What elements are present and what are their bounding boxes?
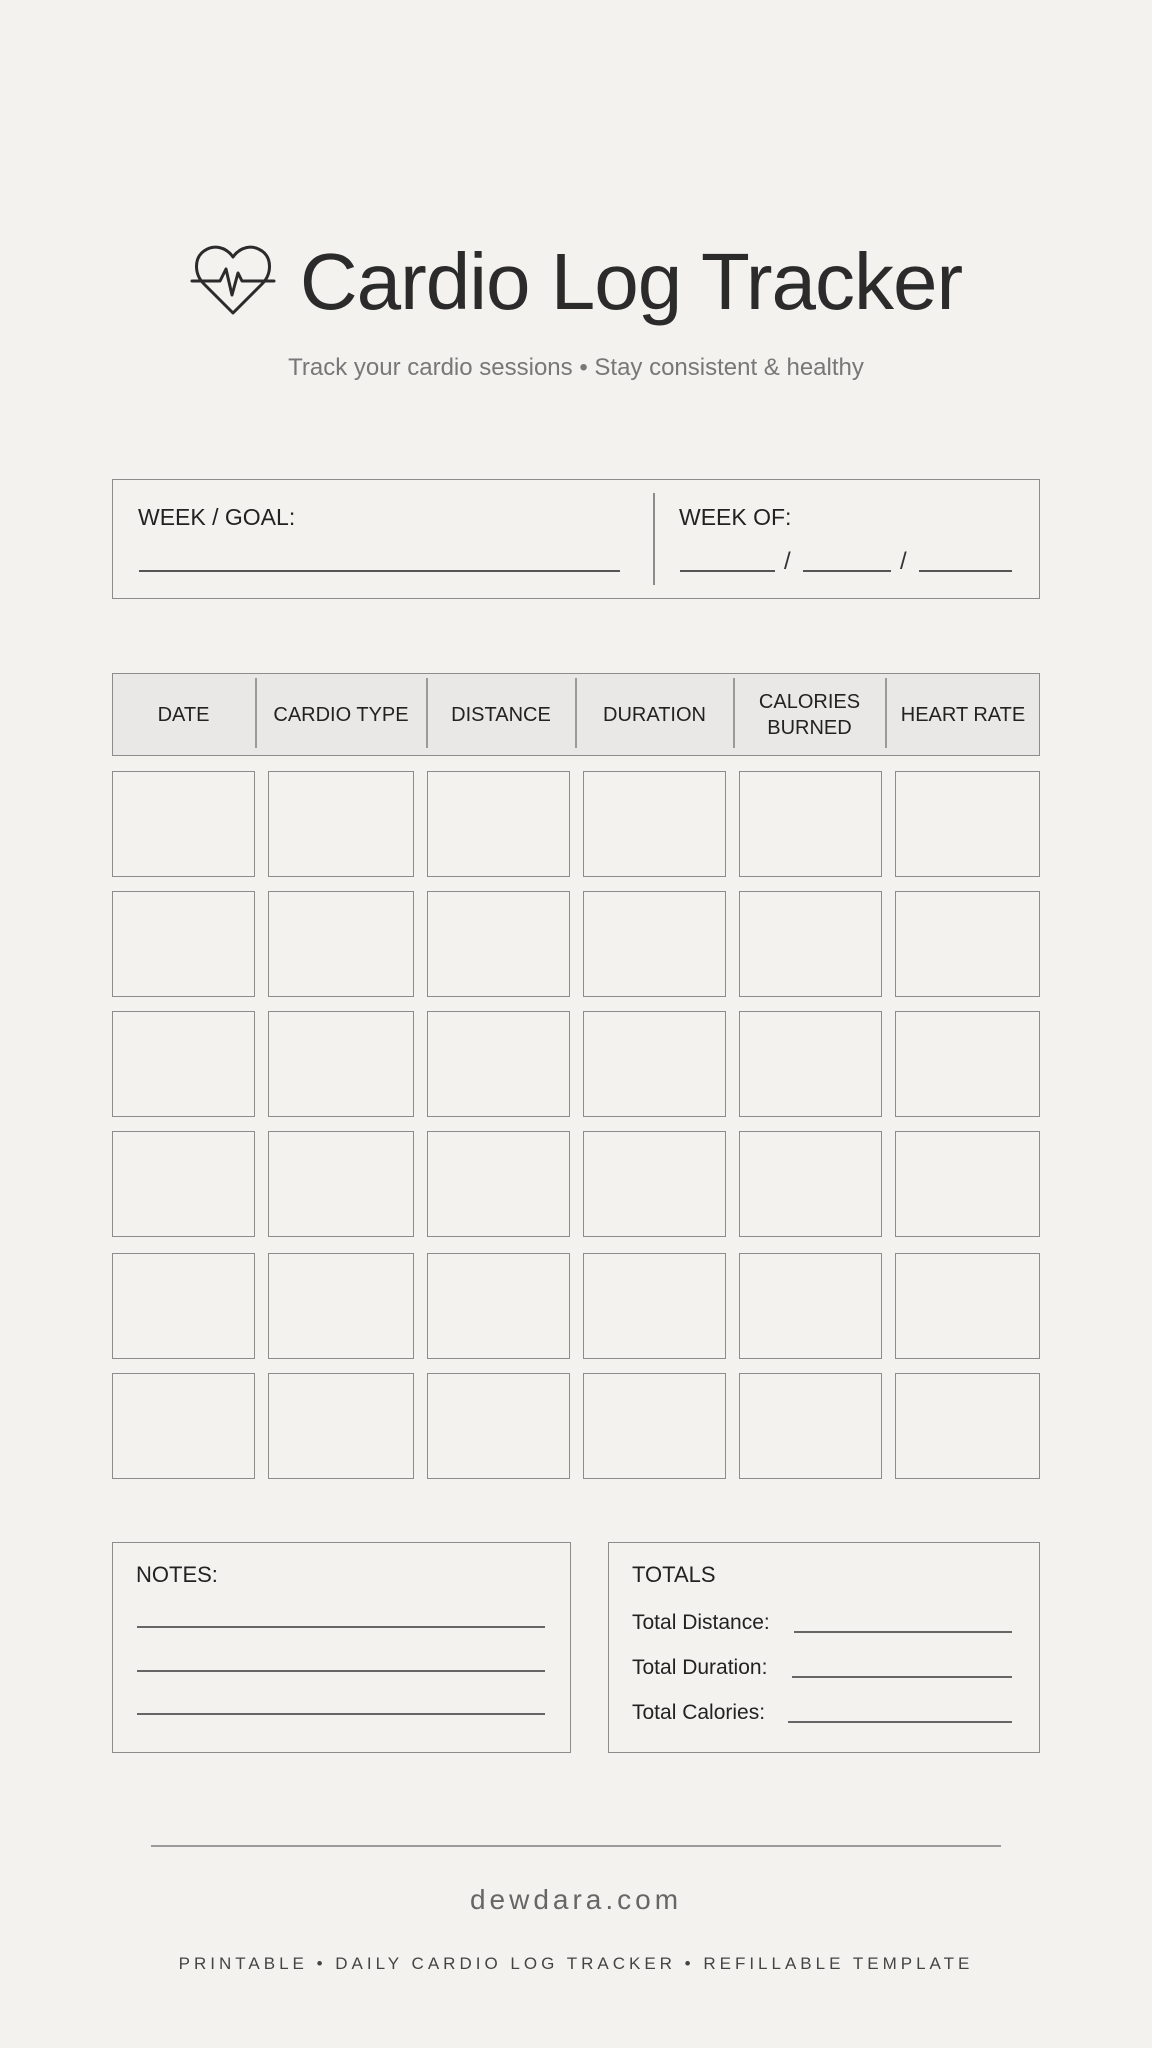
log-cell[interactable] bbox=[427, 1131, 570, 1237]
notes-title: NOTES: bbox=[136, 1562, 218, 1587]
log-cell[interactable] bbox=[739, 1253, 882, 1359]
log-cell[interactable] bbox=[112, 1011, 255, 1117]
log-cell[interactable] bbox=[739, 1373, 882, 1479]
log-cell[interactable] bbox=[583, 1131, 726, 1237]
log-cell[interactable] bbox=[583, 1011, 726, 1117]
log-cell[interactable] bbox=[268, 1011, 414, 1117]
week-of-day-field[interactable] bbox=[680, 570, 775, 572]
log-cell[interactable] bbox=[112, 1131, 255, 1237]
total-calories-field[interactable] bbox=[788, 1721, 1012, 1723]
total-calories-label: Total Calories: bbox=[632, 1701, 766, 1724]
log-cell[interactable] bbox=[895, 771, 1040, 877]
log-cell[interactable] bbox=[268, 891, 414, 997]
site-url: dewdara.com bbox=[469, 1884, 683, 1915]
column-header-distance: DISTANCE bbox=[451, 703, 551, 726]
date-separator: / bbox=[900, 548, 907, 575]
notes-line[interactable] bbox=[137, 1670, 545, 1672]
log-cell[interactable] bbox=[427, 1011, 570, 1117]
total-distance-label: Total Distance: bbox=[632, 1611, 770, 1634]
column-header-date: DATE bbox=[157, 703, 210, 726]
log-cell[interactable] bbox=[112, 1253, 255, 1359]
log-cell[interactable] bbox=[268, 1373, 414, 1479]
footer-divider bbox=[151, 1845, 1001, 1847]
footer-tagline: PRINTABLE • DAILY CARDIO LOG TRACKER • REFILLABLE TEMPLATE bbox=[178, 1954, 974, 1973]
week-of-label: WEEK OF: bbox=[679, 504, 792, 530]
total-duration-field[interactable] bbox=[792, 1676, 1012, 1678]
log-cell[interactable] bbox=[112, 1373, 255, 1479]
column-header-cardio-type: CARDIO TYPE bbox=[273, 703, 409, 726]
log-cell[interactable] bbox=[112, 771, 255, 877]
notes-line[interactable] bbox=[137, 1713, 545, 1715]
column-header-heart-rate: HEART RATE bbox=[900, 703, 1026, 726]
log-cell[interactable] bbox=[739, 1131, 882, 1237]
heart-pulse-icon bbox=[190, 243, 276, 317]
week-goal-label: WEEK / GOAL: bbox=[138, 504, 296, 530]
log-cell[interactable] bbox=[895, 891, 1040, 997]
title-row bbox=[0, 232, 1152, 332]
log-cell[interactable] bbox=[895, 1131, 1040, 1237]
totals-title: TOTALS bbox=[632, 1562, 716, 1587]
week-of-month-field[interactable] bbox=[803, 570, 891, 572]
log-cell[interactable] bbox=[895, 1373, 1040, 1479]
log-cell[interactable] bbox=[268, 1253, 414, 1359]
page-subtitle: Track your cardio sessions • Stay consistent & healthy bbox=[288, 354, 864, 381]
log-cell[interactable] bbox=[739, 1011, 882, 1117]
total-distance-field[interactable] bbox=[794, 1631, 1012, 1633]
log-cell[interactable] bbox=[583, 771, 726, 877]
log-cell[interactable] bbox=[895, 1011, 1040, 1117]
date-separator: / bbox=[784, 548, 791, 575]
log-cell[interactable] bbox=[427, 1253, 570, 1359]
column-header-duration: DURATION bbox=[603, 703, 706, 726]
log-cell[interactable] bbox=[268, 771, 414, 877]
total-duration-label: Total Duration: bbox=[632, 1656, 768, 1679]
log-cell[interactable] bbox=[427, 771, 570, 877]
log-cell[interactable] bbox=[739, 891, 882, 997]
notes-line[interactable] bbox=[137, 1626, 545, 1628]
log-cell[interactable] bbox=[427, 1373, 570, 1479]
log-cell[interactable] bbox=[583, 1253, 726, 1359]
log-cell[interactable] bbox=[583, 891, 726, 997]
week-divider bbox=[653, 493, 655, 585]
log-cell[interactable] bbox=[583, 1373, 726, 1479]
log-cell[interactable] bbox=[739, 771, 882, 877]
log-cell[interactable] bbox=[112, 891, 255, 997]
week-of-year-field[interactable] bbox=[919, 570, 1012, 572]
page-title: Cardio Log Tracker bbox=[299, 237, 963, 326]
week-goal-field[interactable] bbox=[139, 570, 620, 572]
week-info-box bbox=[112, 479, 1040, 599]
column-header-calories-burned: CALORIES BURNED bbox=[758, 690, 861, 739]
log-cell[interactable] bbox=[268, 1131, 414, 1237]
log-cell[interactable] bbox=[427, 891, 570, 997]
log-cell[interactable] bbox=[895, 1253, 1040, 1359]
